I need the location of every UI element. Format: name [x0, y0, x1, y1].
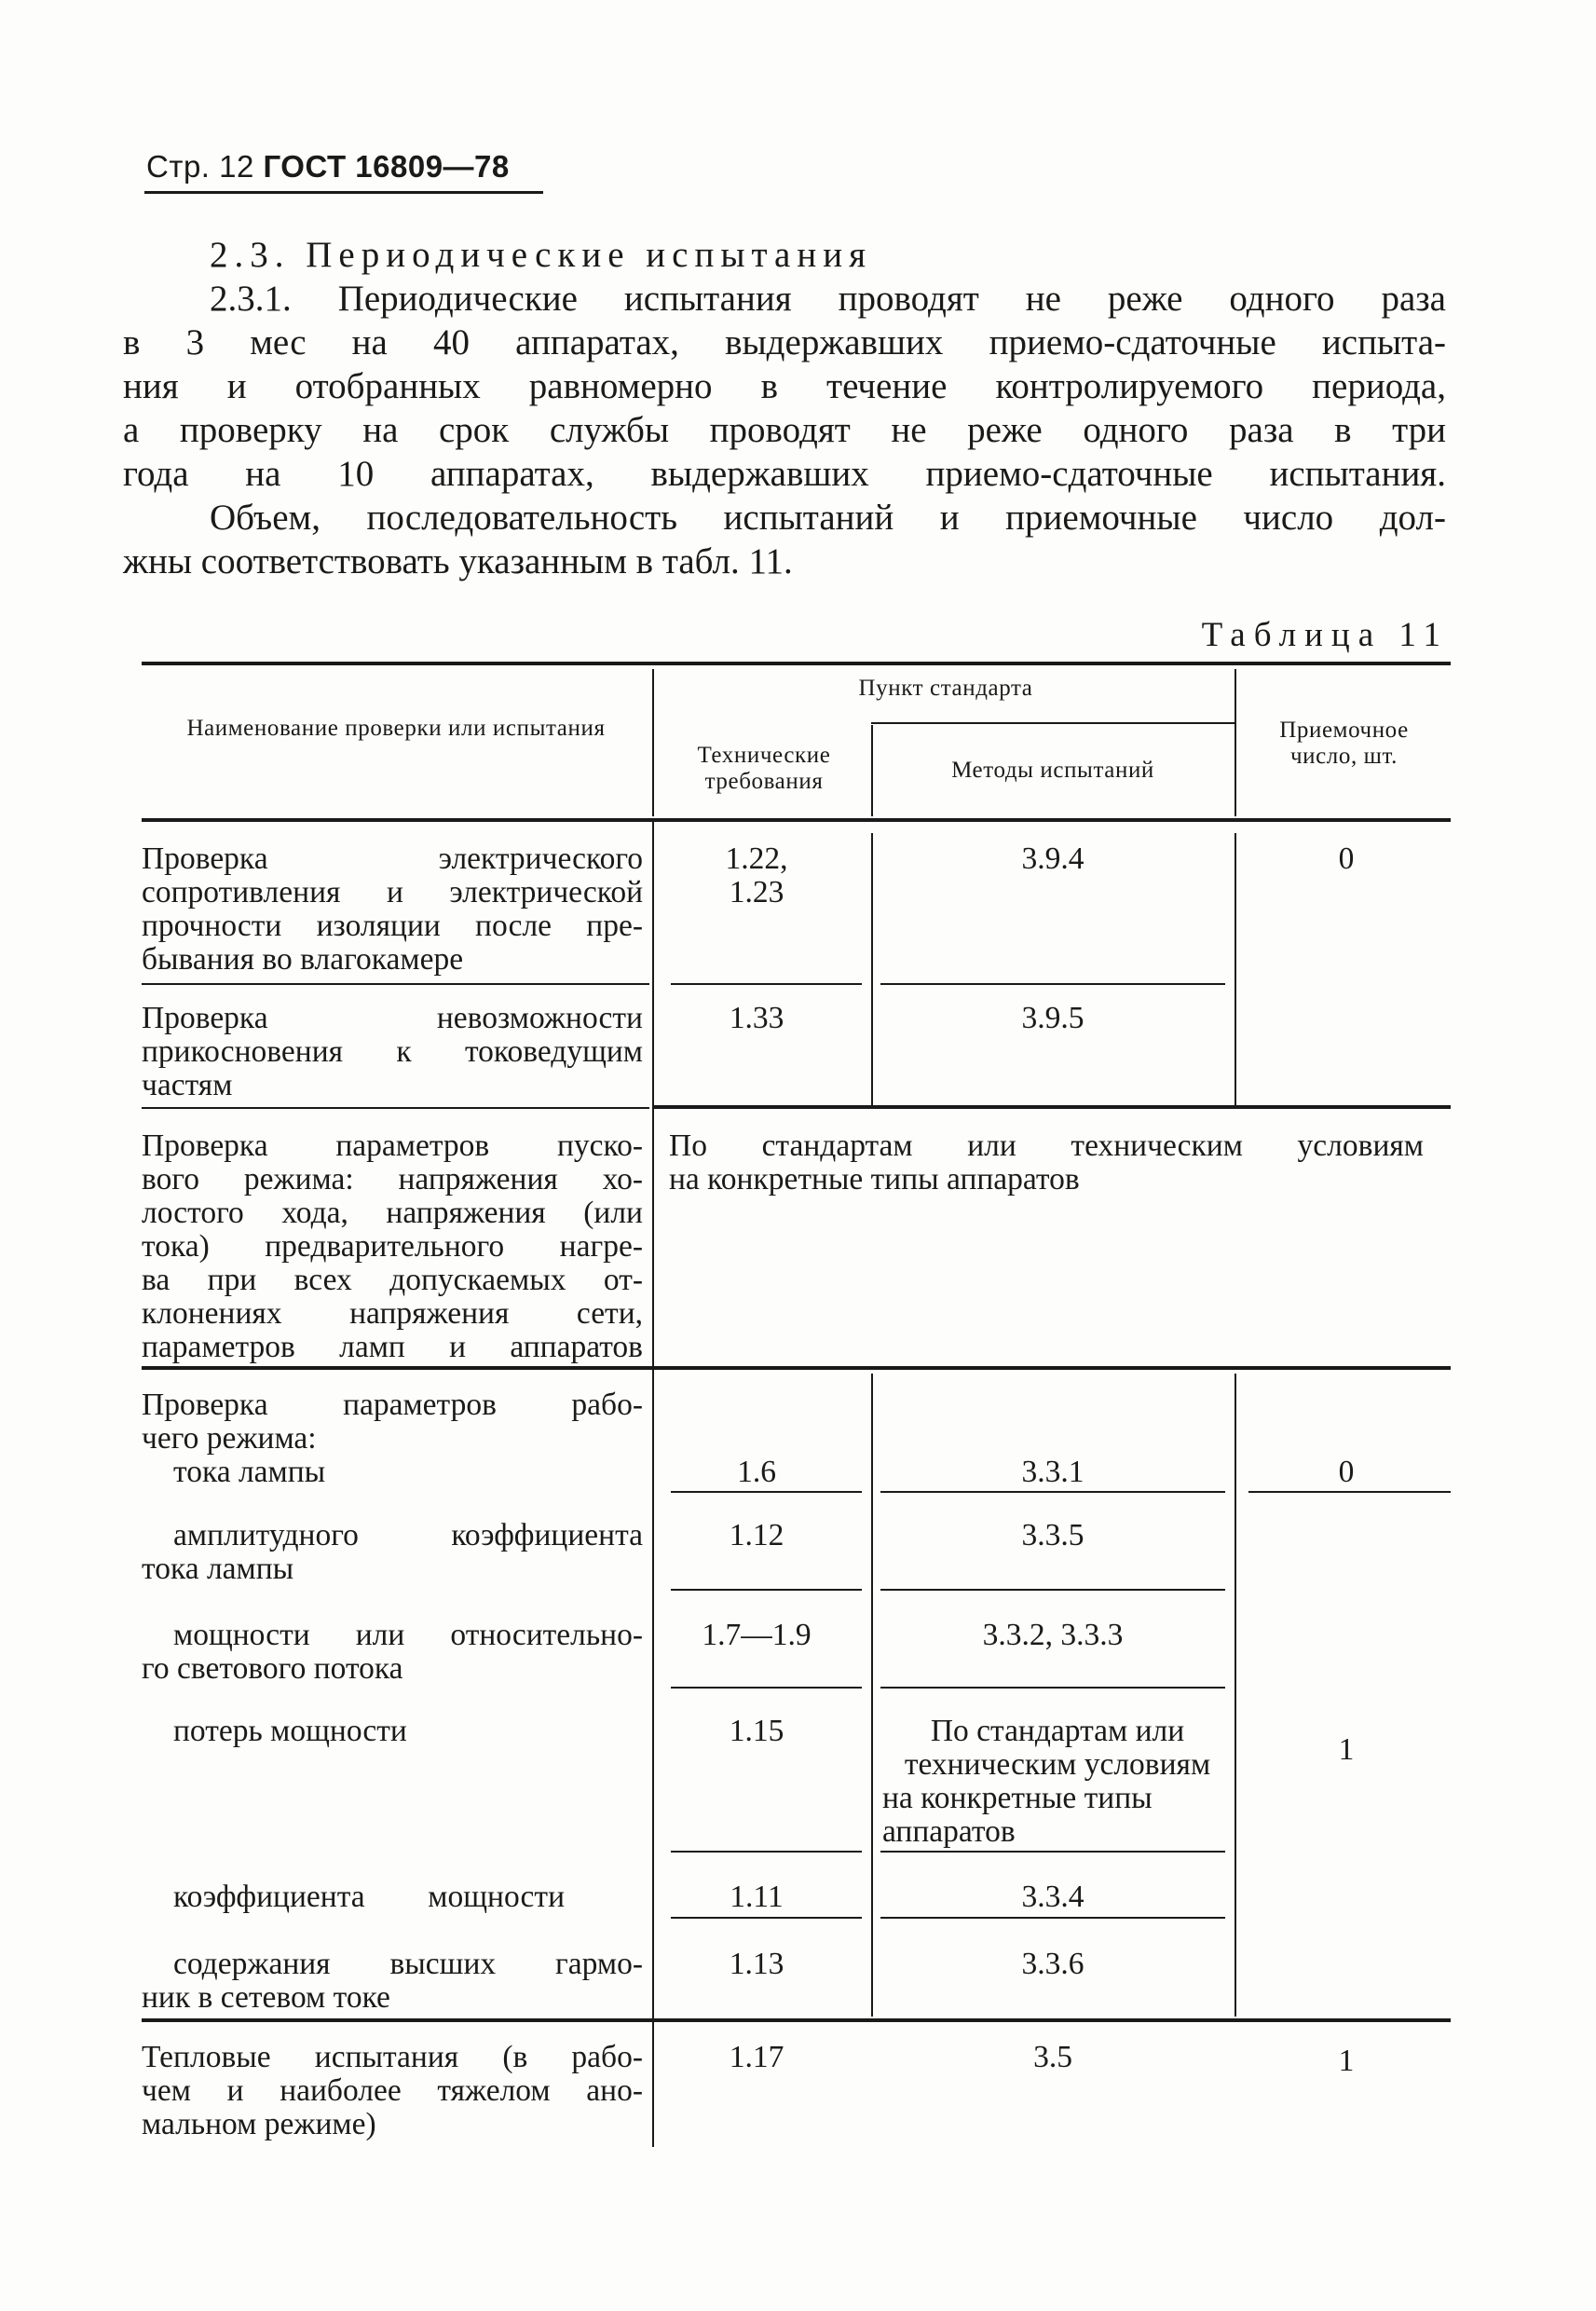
row-tech: 1.11	[730, 1880, 784, 1914]
header-accept: Приемочное число, шт.	[1279, 718, 1409, 769]
row-tech: 1.13	[729, 1947, 784, 1981]
column-divider	[1235, 833, 1236, 1105]
row-method: 3.5	[1033, 2040, 1072, 2074]
row-accept: 1	[1338, 2044, 1355, 2078]
row-rule	[880, 1589, 1225, 1591]
section-heading: 2.3. Периодические испытания	[210, 235, 873, 275]
text-line: сопротивления и электрической	[142, 875, 643, 909]
text-line: бывания во влагокамере	[142, 942, 464, 977]
row-accept: 1	[1338, 1732, 1355, 1767]
row-rule	[142, 983, 649, 985]
text-line: 1.22,	[725, 841, 788, 876]
text-line: тока лампы	[142, 1552, 294, 1586]
row-rule	[880, 1851, 1225, 1853]
text-line: чего режима:	[142, 1421, 317, 1456]
text-line: По стандартам или техническим условиям	[669, 1128, 1424, 1163]
row-method: 3.3.1	[1021, 1455, 1084, 1489]
text-line: ва при всех допускаемых от-	[142, 1263, 643, 1297]
row-rule	[671, 1491, 862, 1493]
row-accept: 0	[1338, 1455, 1355, 1489]
row-name	[142, 1618, 643, 1686]
table-title: Таблица 11	[1201, 616, 1449, 654]
text-line: лостого хода, напряжения (или	[142, 1196, 643, 1230]
row-rule	[671, 1851, 862, 1853]
text-line: потерь мощности	[173, 1714, 407, 1748]
row-rule	[671, 1917, 862, 1919]
text-line: вого режима: напряжения хо-	[142, 1162, 643, 1197]
text-line: го светового потока	[142, 1651, 403, 1686]
standard-designation: ГОСТ 16809—78	[263, 149, 510, 184]
row-rule	[142, 1107, 649, 1109]
row-rule	[671, 1589, 862, 1591]
row-name	[142, 1947, 643, 2015]
header-bottom-rule	[142, 818, 1451, 822]
text-line: мальном режиме)	[142, 2107, 376, 2141]
row-name	[173, 1880, 565, 1914]
row-merged	[669, 1129, 1424, 1197]
text-line: Проверка невозможности	[142, 1001, 643, 1035]
text-line: а проверку на срок службы проводят не реже одного раза в три	[123, 410, 1446, 450]
row-method: 3.3.6	[1021, 1947, 1084, 1981]
row-name	[173, 1456, 565, 1489]
text-line: частям	[142, 1068, 233, 1102]
text-line: на конкретные типы	[882, 1781, 1153, 1815]
text-line: ния и отобранных равномерно в течение контролируемого периода,	[123, 366, 1446, 406]
row-rule	[671, 1687, 862, 1689]
row-tech	[656, 842, 857, 909]
row-rule	[142, 1366, 1451, 1370]
text-line: 1.23	[729, 875, 784, 909]
row-method: 3.3.2, 3.3.3	[982, 1618, 1124, 1652]
row-rule	[880, 1491, 1225, 1493]
column-divider	[871, 833, 873, 1105]
text-line: жны соответствовать указанным в табл. 11.	[123, 541, 793, 581]
header-methods: Методы испытаний	[951, 758, 1154, 783]
row-rule	[880, 1917, 1225, 1919]
column-divider	[652, 822, 654, 2147]
row-tech: 1.7—1.9	[702, 1618, 812, 1652]
header-divider	[871, 725, 873, 816]
row-name	[142, 1002, 643, 1102]
header-divider	[652, 669, 654, 816]
row-method: 3.3.5	[1021, 1518, 1084, 1552]
header-clause: Пункт стандарта	[858, 676, 1033, 701]
text-line: Тепловые испытания (в рабо-	[142, 2040, 643, 2074]
header-rule	[144, 191, 543, 194]
column-divider	[871, 1374, 873, 2017]
row-rule	[1248, 1491, 1451, 1493]
row-method: 3.9.5	[1021, 1001, 1084, 1035]
text-line: в 3 мес на 40 аппаратах, выдержавших приемо-сдаточные испыта-	[123, 322, 1446, 362]
column-divider	[1235, 1374, 1236, 2017]
text-line: Проверка параметров рабо-	[142, 1388, 643, 1422]
text-line: тока лампы	[173, 1455, 326, 1489]
text-line: техническим условиям	[904, 1747, 1211, 1782]
text-line: прочности изоляции после пре-	[142, 909, 643, 943]
header-tech: Технические требования	[697, 743, 831, 794]
text-line: тока) предварительного нагре-	[142, 1229, 643, 1264]
header-divider	[1235, 669, 1236, 816]
row-method	[880, 1715, 1235, 1849]
row-rule	[880, 983, 1225, 985]
text-line: на конкретные типы аппаратов	[669, 1162, 1080, 1197]
row-name	[142, 1518, 643, 1586]
row-name	[142, 1129, 643, 1364]
row-method: 3.3.4	[1021, 1880, 1084, 1914]
table-top-rule	[142, 662, 1451, 665]
row-name	[142, 842, 643, 977]
header-subrule	[871, 722, 1235, 724]
row-tech: 1.17	[729, 2040, 784, 2074]
text-line: содержания высших гармо-	[173, 1947, 643, 1981]
text-line: мощности или относительно-	[173, 1618, 643, 1652]
row-tech: 1.15	[729, 1714, 784, 1748]
row-rule	[880, 1687, 1225, 1689]
row-tech: 1.6	[737, 1455, 776, 1489]
row-tech: 1.33	[729, 1001, 784, 1035]
text-line: аппаратов	[882, 1814, 1016, 1849]
text-line: клонениях напряжения сети,	[142, 1296, 643, 1331]
text-line: Проверка электрического	[142, 841, 643, 876]
row-tech: 1.12	[729, 1518, 784, 1552]
row-accept: 0	[1338, 841, 1355, 876]
row-method: 3.9.4	[1021, 841, 1084, 876]
header-name: Наименование проверки или испытания	[186, 716, 606, 741]
text-line: параметров ламп и аппаратов	[142, 1330, 643, 1364]
text-line: чем и наиболее тяжелом ано-	[142, 2073, 643, 2108]
row-rule	[142, 2018, 1451, 2022]
page-number: Стр. 12	[146, 149, 254, 184]
text-line: Объем, последовательность испытаний и приемочные число дол-	[210, 498, 1446, 538]
row-name	[142, 1388, 643, 1456]
row-rule	[671, 983, 862, 985]
text-line: амплитудного коэффициента	[173, 1518, 643, 1552]
row-name	[142, 2041, 643, 2141]
text-line: прикосновения к токоведущим	[142, 1034, 643, 1069]
text-line: года на 10 аппаратах, выдержавших приемо-сдаточные испытания.	[123, 454, 1446, 494]
text-line: Проверка параметров пуско-	[142, 1128, 643, 1163]
text-line: 2.3.1. Периодические испытания проводят не реже одного раза	[210, 279, 1446, 319]
text-line: ник в сетевом токе	[142, 1980, 390, 2015]
row-rule	[652, 1105, 1451, 1109]
row-name	[173, 1715, 565, 1748]
page-header	[146, 149, 510, 185]
text-line: По стандартам или	[930, 1714, 1185, 1748]
text-line: коэффициента мощности	[173, 1880, 565, 1914]
